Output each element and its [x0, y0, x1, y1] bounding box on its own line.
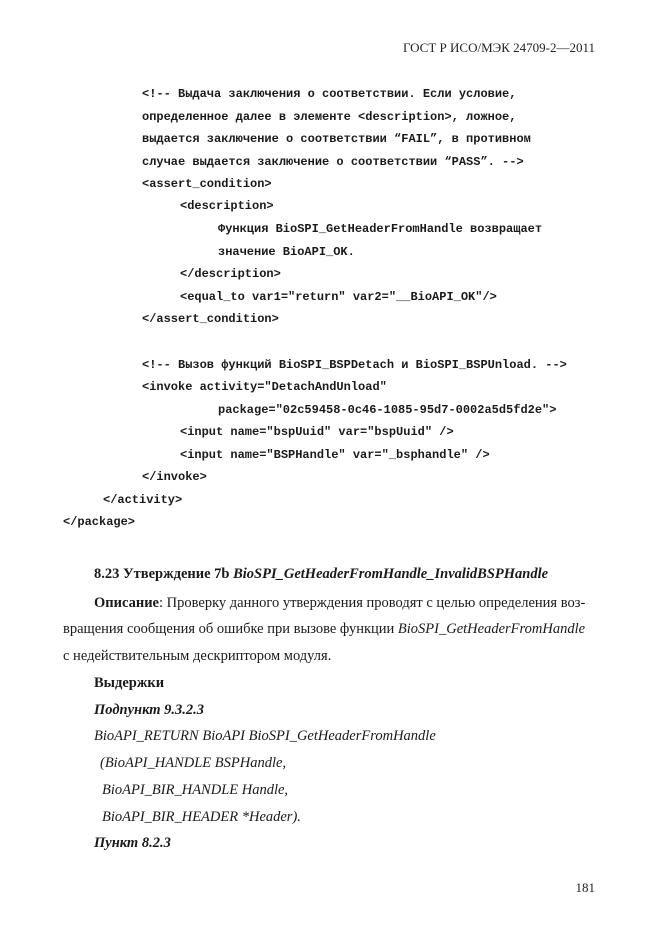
code-line: </invoke>	[142, 470, 207, 484]
code-line: <!-- Выдача заключения о соответствии. Если условие,	[142, 87, 517, 101]
code-line: <input name="BSPHandle" var="_bsphandle" />	[180, 448, 490, 462]
code-line: <equal_to var1="return" var2="__BioAPI_OK"/>	[180, 290, 497, 304]
excerpts-heading: Выдержки	[94, 675, 165, 691]
function-name: BioSPI_GetHeaderFromHandle	[397, 621, 586, 637]
assertion-name: BioSPI_GetHeaderFromHandle_InvalidBSPHandle	[233, 566, 549, 582]
code-line: </assert_condition>	[142, 312, 279, 326]
code-line: значение BioAPI_OK.	[218, 245, 355, 259]
code-line: выдается заключение о соответствии “FAIL”, в противном	[142, 132, 531, 146]
signature-line: BioAPI_RETURN BioAPI BioSPI_GetHeaderFromHandle	[94, 728, 436, 744]
description-text: вращения сообщения об ошибке при вызове функции	[63, 621, 395, 637]
code-line: <input name="bspUuid" var="bspUuid" />	[180, 425, 454, 439]
signature-line: (BioAPI_HANDLE BSPHandle,	[100, 755, 287, 771]
code-line: <assert_condition>	[142, 177, 272, 191]
description-label: Описание	[94, 595, 159, 611]
document-header: ГОСТ Р ИСО/МЭК 24709-2—2011	[402, 40, 595, 55]
section-number-title: 8.23 Утверждение 7b	[94, 566, 230, 582]
code-line: случае выдается заключение о соответствии “PASS”. -->	[142, 155, 524, 169]
code-line: </activity>	[103, 493, 183, 507]
code-line: package="02c59458-0c46-1085-95d7-0002a5d5fd2e">	[218, 403, 557, 417]
code-line: <description>	[180, 199, 274, 213]
code-line: <invoke activity="DetachAndUnload"	[142, 380, 387, 394]
code-line: </package>	[63, 515, 136, 529]
description-line-2	[63, 621, 585, 638]
code-line: </description>	[180, 267, 281, 281]
description-line-3: с недействительным дескриптором модуля.	[63, 648, 332, 664]
signature-line: BioAPI_BIR_HEADER *Header).	[102, 809, 301, 825]
code-line: Функция BioSPI_GetHeaderFromHandle возвращает	[218, 222, 543, 236]
description-line-1	[94, 595, 585, 612]
page-number: 181	[575, 880, 595, 895]
section-heading	[94, 566, 548, 583]
description-text: : Проверку данного утверждения проводят с целью определения воз-	[159, 595, 586, 611]
code-line: <!-- Вызов функций BioSPI_BSPDetach и BioSPI_BSPUnload. -->	[142, 358, 567, 372]
clause-label: Пункт 8.2.3	[94, 835, 171, 851]
signature-line: BioAPI_BIR_HANDLE Handle,	[102, 782, 289, 798]
code-line: определенное далее в элементе <description>, ложное,	[142, 110, 517, 124]
subclause-label: Подпункт 9.3.2.3	[94, 702, 205, 718]
